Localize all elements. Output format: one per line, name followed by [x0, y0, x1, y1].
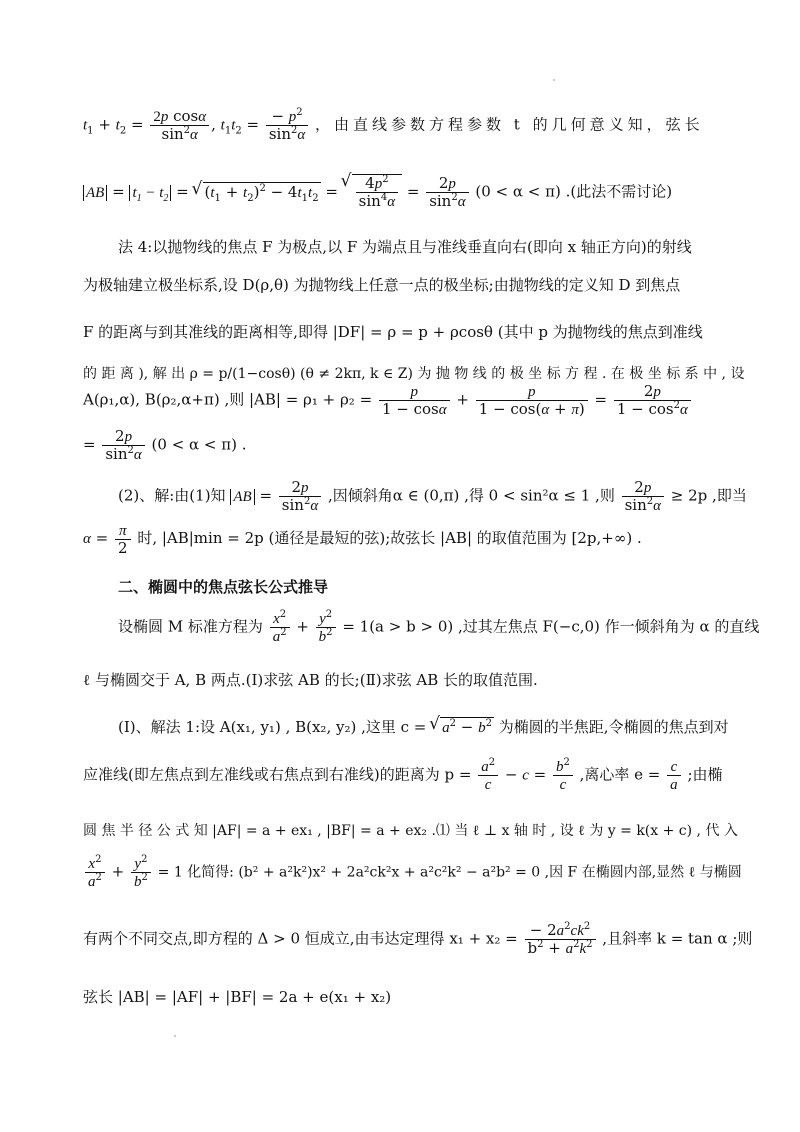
- line-7: A(ρ₁,α), B(ρ₂,α+π) ,则 |AB| = ρ₁ + ρ₂ = $\frac{p}{1 - \cos\alpha}$ + $\frac{p}{1 - \cos(\alpha + \pi)}$ = $\frac{2p}{1 - \cos^2\alpha}$: [83, 383, 693, 418]
- line-4: 为极轴建立极坐标系,设 D(ρ,θ) 为抛物线上任意一点的极坐标;由抛物线的定义知 D 到焦点: [83, 276, 681, 294]
- line-13-post: 为椭圆的半焦距,令椭圆的焦点到对: [498, 718, 729, 736]
- line-14-post: ;由椭: [687, 765, 723, 784]
- corner-mark: [553, 79, 555, 81]
- line-9-pre: (2)、解:由(1)知: [118, 486, 226, 505]
- line-11-post: = 1(a > b > 0) ,过其左焦点 F(−c,0) 作一倾斜角为 α 的直线: [342, 617, 760, 636]
- line-8: = $\frac{2p}{\sin^2\alpha}$ (0 < α < π) .: [83, 427, 247, 463]
- line-16-text: = 1 化简得: (b² + a²k²)x² + 2a²ck²x + a²c²k² − a²b² = 0 ,因 F 在椭圆内部,显然 ℓ 与椭圆: [157, 864, 742, 881]
- line-17-pre: 有两个不同交点,即方程的 Δ > 0 恒成立,由韦达定理得 x₁ + x₂ =: [83, 929, 518, 948]
- line-1-text: ，由直线参数方程参数 t 的几何意义知，弦长: [315, 115, 704, 134]
- line-3: 法 4:以抛物线的焦点 F 为极点,以 F 为端点且与准线垂直向右(即向 x 轴正方向)的射线: [118, 238, 692, 256]
- line-14-pre: 应准线(即左焦点到左准线或右焦点到右准线)的距离为 p =: [83, 765, 472, 784]
- line-11-pre: 设椭圆 M 标准方程为: [118, 617, 263, 636]
- line-10: α = $\frac{\pi}{2}$ 时, |AB|min = 2p (通径是最短的弦);故弦长 |AB| 的取值范围为 [2p,+∞) .: [83, 523, 642, 557]
- line-9: (2)、解:由(1)知 AB = $\frac{2p}{\sin^2\alpha}$ ,因倾斜角α ∈ (0,π) ,得 0 < sin²α ≤ 1 ,则 $\frac{2p}{\sin^2\alpha}$ ≥ 2p ,即当: [118, 478, 747, 514]
- corner-mark: [174, 1035, 176, 1037]
- line-17: 有两个不同交点,即方程的 Δ > 0 恒成立,由韦达定理得 x₁ + x₂ = $\frac{- 2a^2ck^2}{b^2 + a^2k^2}$ ,且斜率 k = tan α ;则: [83, 921, 753, 957]
- line-9-mid: ,因倾斜角α ∈ (0,π) ,得 0 < sin²α ≤ 1 ,则: [327, 486, 615, 505]
- line-2-text: (0 < α < π) .(此法不需讨论): [475, 182, 673, 201]
- line-17-post: ,且斜率 k = tan α ;则: [602, 929, 753, 948]
- line-16: $\frac{x^2}{a^2}$ + $\frac{y^2}{b^2}$ = 1 化简得: (b² + a²k²)x² + 2a²ck²x + a²c²k² − a²b² = 0 ,因 F 在椭圆内部,显然 ℓ 与椭圆: [83, 855, 742, 890]
- line-12: ℓ 与椭圆交于 A, B 两点.(Ⅰ)求弦 AB 的长;(Ⅱ)求弦 AB 长的取值范围.: [83, 671, 538, 689]
- line-2: AB = $t_1 - t_2$ = √ $(t_1 + t_2)^2 - 4t_1t_2$ = √ $\frac{4p^2}{\sin^4\alpha}$ = $\frac{2p}{\sin^2\alpha}$ (0 < α < π) .(此法不需讨论): [83, 174, 672, 210]
- line-5: F 的距离与到其准线的距离相等,即得 |DF| = ρ = p + ρcosθ (其中 p 为抛物线的焦点到准线: [83, 323, 703, 341]
- section-heading: 二、椭圆中的焦点弦长公式推导: [118, 578, 329, 596]
- line-11: 设椭圆 M 标准方程为 $\frac{x^2}{a^2}$ + $\frac{y^2}{b^2}$ = 1(a > b > 0) ,过其左焦点 F(−c,0) 作一倾斜角为 α 的直线: [118, 609, 760, 645]
- line-14-mid: ,离心率 e =: [579, 765, 661, 784]
- line-13-pre: (Ⅰ)、解法 1:设 A(x₁, y₁) , B(x₂, y₂) ,这里 c =: [118, 718, 427, 736]
- line-10-text: 时, |AB|min = 2p (通径是最短的弦);故弦长 |AB| 的取值范围为 [2p,+∞) .: [137, 529, 642, 547]
- line-18: 弦长 |AB| = |AF| + |BF| = 2a + e(x₁ + x₂): [83, 988, 392, 1006]
- line-7-text: A(ρ₁,α), B(ρ₂,α+π) ,则 |AB| = ρ₁ + ρ₂ =: [83, 390, 373, 409]
- line-8-text: (0 < α < π) .: [151, 435, 247, 454]
- line-6: 的 距 离 ), 解 出 ρ = p/(1−cosθ) (θ ≠ 2kπ, k ∈ Z) 为 抛 物 线 的 极 坐 标 方 程 . 在 极 坐 标 系 中 , 设: [83, 366, 745, 382]
- line-14: 应准线(即左焦点到左准线或右焦点到右准线)的距离为 p = $\frac{a^2}{c}$ − c = $\frac{b^2}{c}$ ,离心率 e = $\frac{c}{a}$ ;由椭: [83, 757, 723, 793]
- line-1: $t_1 + t_2$ = $\frac{\text{2p cosα}}{\sin^2\alpha}$ , $t_1t_2$ = $\frac{- p^2}{\sin^2\alpha}$ ，由直线参数方程参数 t 的几何意义知，弦长: [83, 107, 704, 143]
- line-9-post: ≥ 2p ,即当: [670, 486, 747, 505]
- line-13: (Ⅰ)、解法 1:设 A(x₁, y₁) , B(x₂, y₂) ,这里 c = √ $a^2 - b^2$ 为椭圆的半焦距,令椭圆的焦点到对: [118, 716, 729, 737]
- line-15: 圆 焦 半 径 公 式 知 |AF| = a + ex₁ , |BF| = a + ex₂ .⑴ 当 ℓ ⊥ x 轴 时 , 设 ℓ 为 y = k(x + c) , 代 入: [83, 823, 738, 839]
